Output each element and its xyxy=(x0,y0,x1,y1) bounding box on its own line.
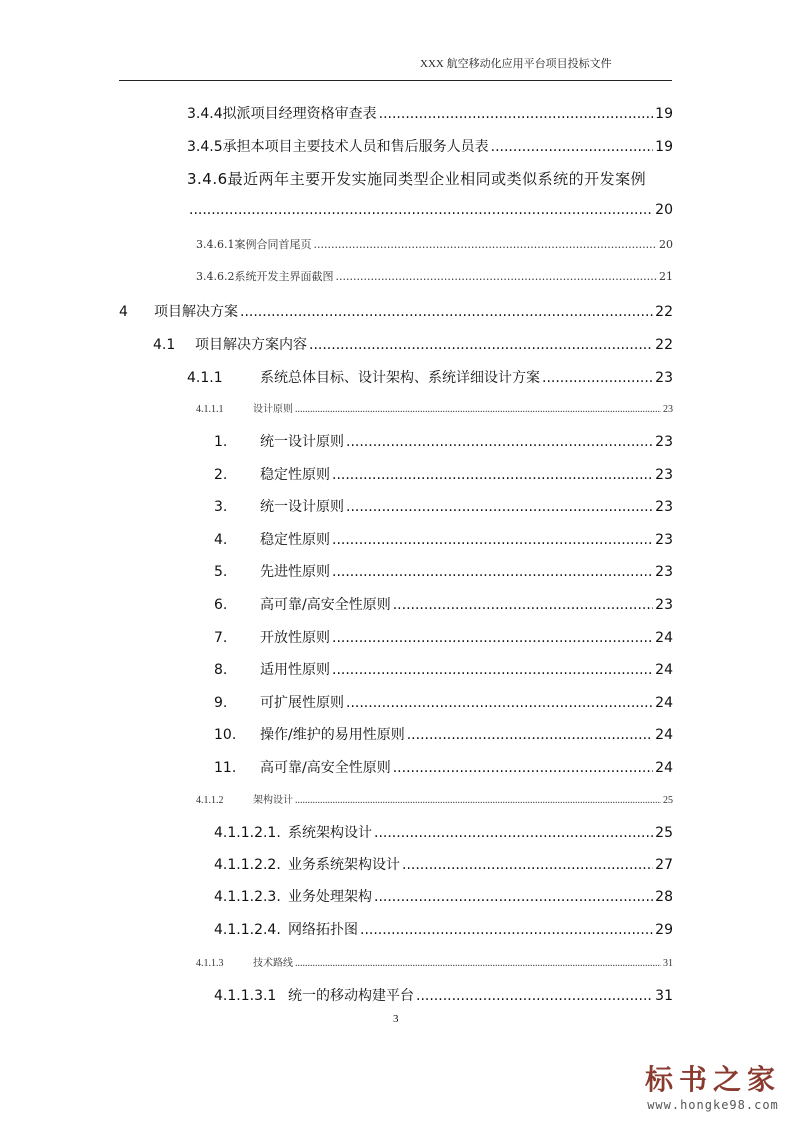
dot-leader xyxy=(393,760,653,776)
toc-entry[interactable]: 4.1.1.3 技术路线 ..... 31 xyxy=(196,954,673,969)
dot-leader xyxy=(332,532,653,548)
dot-leader xyxy=(332,467,653,483)
watermark xyxy=(645,1058,781,1112)
dot-leader xyxy=(332,662,653,678)
document-title: XXX 航空移动化应用平台项目投标文件 xyxy=(420,58,612,70)
dot-leader xyxy=(309,337,653,353)
toc-entry[interactable]: 2. 稳定性原则 ..... 23 xyxy=(214,464,673,484)
toc-entry[interactable]: 3. 统一设计原则 ..... 23 xyxy=(214,496,673,516)
toc-entry-continuation[interactable]: ..... 20 xyxy=(187,202,673,218)
toc-entry[interactable]: 4.1.1.2.3. 业务处理架构 ..... 28 xyxy=(214,886,673,906)
toc-entry[interactable]: 3.4.6 最近两年主要开发实施同类型企业相同或类似系统的开发案例 xyxy=(187,170,647,188)
toc-entry[interactable]: 5. 先进性原则 ..... 23 xyxy=(214,561,673,581)
toc-entry[interactable]: 6. 高可靠/高安全性原则 ..... 23 xyxy=(214,594,673,614)
dot-leader xyxy=(393,597,653,613)
dot-leader xyxy=(332,630,653,646)
dot-leader xyxy=(542,370,653,386)
toc-entry[interactable]: 11. 高可靠/高安全性原则 ..... 24 xyxy=(214,757,673,777)
toc-entry[interactable]: 4.1.1 系统总体目标、设计架构、系统详细设计方案 ..... 23 xyxy=(187,367,673,387)
dot-leader xyxy=(374,825,653,841)
dot-leader xyxy=(346,695,653,711)
toc-entry[interactable]: 1. 统一设计原则 ..... 23 xyxy=(214,431,673,451)
dot-leader xyxy=(346,499,653,515)
toc-entry[interactable]: 4.1.1.3.1 统一的移动构建平台 ..... 31 xyxy=(214,985,673,1005)
watermark-brand: 标书之家 xyxy=(644,1063,781,1096)
dot-leader xyxy=(491,139,654,155)
dot-leader xyxy=(295,958,661,969)
toc-entry[interactable]: 4.1 项目解决方案内容 ..... 22 xyxy=(153,334,673,354)
toc-entry[interactable]: 3.4.6.2 系统开发主界面截图 ..... 21 xyxy=(196,268,673,284)
toc-entry[interactable]: 8. 适用性原则 ..... 24 xyxy=(214,659,673,679)
header-divider xyxy=(119,80,672,81)
dot-leader xyxy=(332,564,653,580)
dot-leader xyxy=(295,404,661,415)
toc-entry[interactable]: 4.1.1.2 架构设计 ..... 25 xyxy=(196,791,673,806)
dot-leader xyxy=(295,795,661,806)
toc-entry[interactable]: 9. 可扩展性原则 ..... 24 xyxy=(214,692,673,712)
toc-entry[interactable]: 3.4.4 拟派项目经理资格审查表 ..... 19 xyxy=(187,103,673,123)
toc-entry[interactable]: 4 项目解决方案 ..... 22 xyxy=(119,301,673,321)
toc-entry[interactable]: 4.1.1.2.2. 业务系统架构设计 ..... 27 xyxy=(214,854,673,874)
toc-entry[interactable]: 10. 操作/维护的易用性原则 ..... 24 xyxy=(214,724,673,744)
dot-leader xyxy=(379,106,654,122)
dot-leader xyxy=(240,304,653,320)
page-number: 3 xyxy=(393,1013,399,1025)
toc-entry[interactable]: 4.1.1.1 设计原则 ..... 23 xyxy=(196,400,673,415)
toc-entry[interactable]: 3.4.5 承担本项目主要技术人员和售后服务人员表 ..... 19 xyxy=(187,136,673,156)
dot-leader xyxy=(335,270,657,283)
dot-leader xyxy=(360,922,653,938)
dot-leader xyxy=(416,988,653,1004)
dot-leader xyxy=(313,238,657,251)
dot-leader xyxy=(374,889,653,905)
toc-entry[interactable]: 4.1.1.2.4. 网络拓扑图 ..... 29 xyxy=(214,919,673,939)
toc-entry[interactable]: 4.1.1.2.1. 系统架构设计 ..... 25 xyxy=(214,822,673,842)
toc-entry[interactable]: 7. 开放性原则 ..... 24 xyxy=(214,627,673,647)
toc-entry[interactable]: 3.4.6.1 案例合同首尾页 ..... 20 xyxy=(196,236,673,252)
dot-leader xyxy=(407,727,653,743)
dot-leader xyxy=(189,202,653,218)
watermark-url: www.hongke98.com xyxy=(647,1098,779,1112)
toc-entry[interactable]: 4. 稳定性原则 ..... 23 xyxy=(214,529,673,549)
dot-leader xyxy=(402,857,653,873)
dot-leader xyxy=(346,434,653,450)
